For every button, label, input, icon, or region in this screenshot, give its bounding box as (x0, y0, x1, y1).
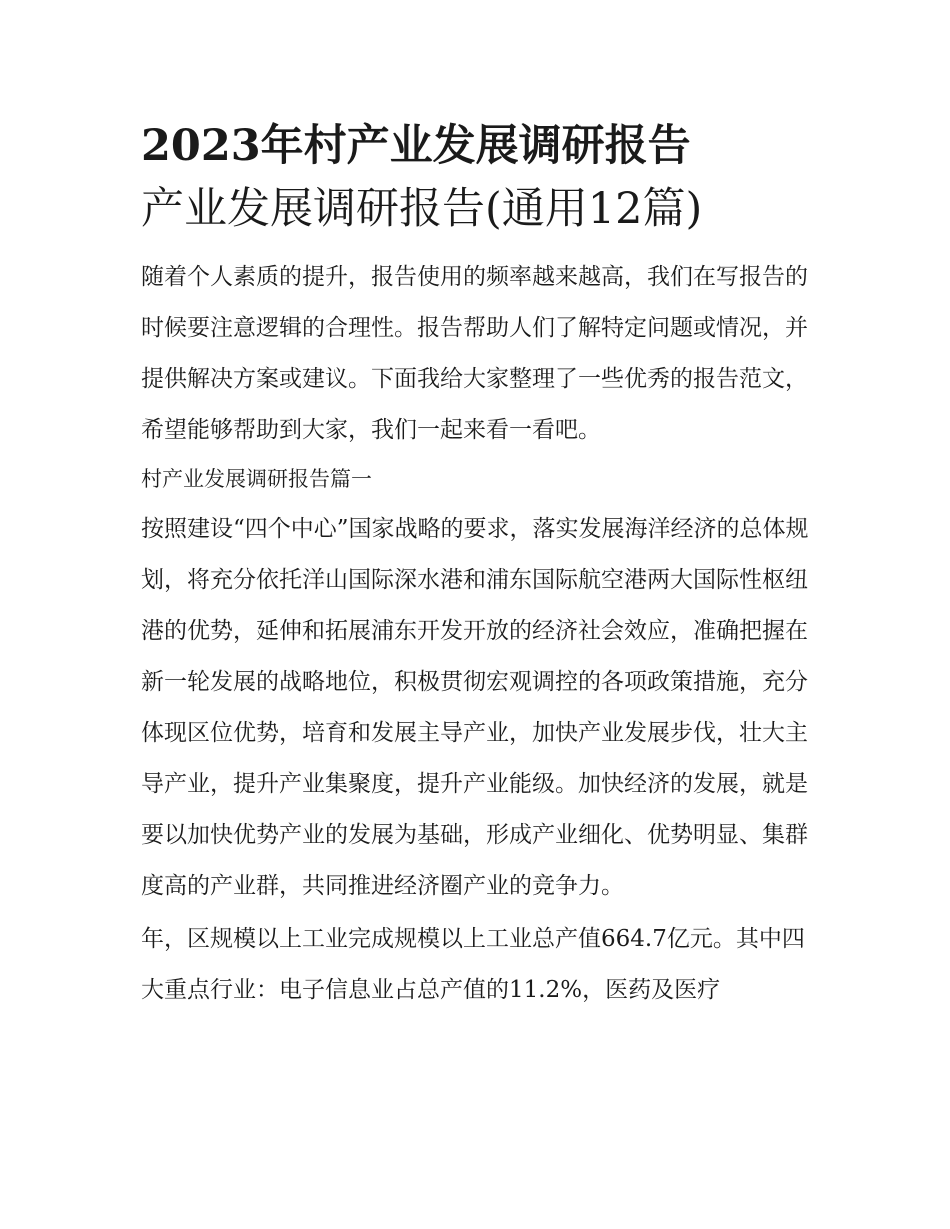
intro-paragraph: 随着个人素质的提升，报告使用的频率越来越高，我们在写报告的时候要注意逻辑的合理性。报告帮助人们了解特定问题或情况，并提供解决方案或建议。下面我给大家整理了一些优秀的报告范文，希望能够帮助到大家，我们一起来看一看吧。 (141, 264, 808, 443)
document-subtitle: 产业发展调研报告(通用12篇) (141, 184, 703, 234)
document-body (141, 118, 813, 1016)
body-paragraph: 年，区规模以上工业完成规模以上工业总产值664.7亿元。其中四大重点行业：电子信息业占总产值的11.2%，医药及医疗 (141, 926, 805, 1003)
document-title: 2023年村产业发展调研报告 (141, 121, 691, 171)
body-paragraph: 按照建设“四个中心”国家战略的要求，落实发展海洋经济的总体规划，将充分依托洋山国际深水港和浦东国际航空港两大国际性枢纽港的优势，延伸和拓展浦东开发开放的经济社会效应，准确把握在新一轮发展的战略地位，积极贯彻宏观调控的各项政策措施，充分体现区位优势，培育和发展主导产业，加快产业发展步伐，壮大主导产业，提升产业集聚度，提升产业能级。加快经济的发展，就是要以加快优势产业的发展为基础，形成产业细化、优势明显、集群度高的产业群，共同推进经济圈产业的竞争力。 (141, 516, 809, 899)
section-heading: 村产业发展调研报告篇一 (141, 467, 372, 491)
